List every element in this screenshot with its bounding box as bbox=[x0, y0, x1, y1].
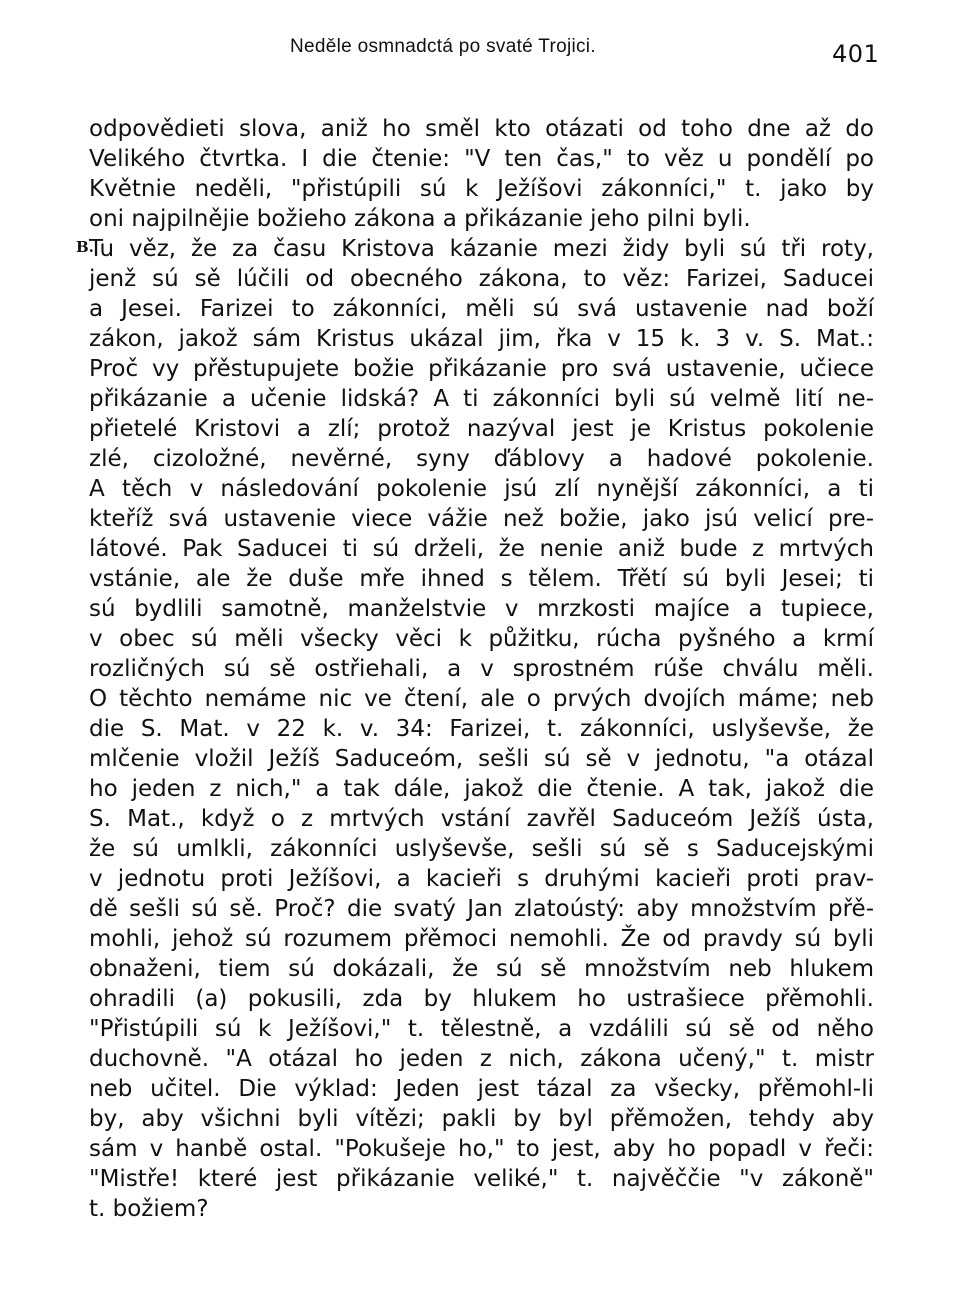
text-line: v jednotu proti Ježíšovi, a kacieři s druhými kacieři proti prav- bbox=[89, 866, 874, 892]
text-line: odpovědieti slova, aniž ho směl kto otázati od toho dne až do bbox=[89, 116, 874, 142]
text-line: t. božiem? bbox=[89, 1196, 209, 1222]
page-number: 401 bbox=[832, 40, 880, 68]
text-line: látové. Pak Saducei ti sú drželi, že nenie aniž bude z mrtvých bbox=[89, 536, 874, 562]
text-line: přikázanie a učenie lidská? A ti zákonníci byli sú velmě lití ne- bbox=[89, 386, 874, 412]
text-line: by, aby všichni byli vítězi; pakli by byl přěmožen, tehdy aby bbox=[89, 1106, 874, 1132]
text-line: jenž sú sě lúčili od obecného zákona, to věz: Farizei, Saducei bbox=[89, 266, 874, 292]
text-line: rozličných sú sě ostřiehali, a v sprostném rúše chválu měli. bbox=[89, 656, 874, 682]
text-line: Velikého čtvrtka. I die čtenie: "V ten čas," to věz u pondělí po bbox=[89, 146, 874, 172]
text-line: mlčenie vložil Ježíš Saduceóm, sešli sú sě v jednotu, "a otázal bbox=[89, 746, 874, 772]
text-line: ho jeden z nich," a tak dále, jakož die čtenie. A tak, jakož die bbox=[89, 776, 874, 802]
text-line: Tu věz, že za času Kristova kázanie mezi židy byli sú tři roty, bbox=[89, 236, 874, 262]
text-line: a Jesei. Farizei to zákonníci, měli sú svá ustavenie nad boží bbox=[89, 296, 874, 322]
text-line: že sú umlkli, zákonníci uslyševše, sešli sú sě s Saducejskými bbox=[89, 836, 874, 862]
body-text bbox=[89, 114, 874, 1224]
text-line: Květnie neděli, "přistúpili sú k Ježíšovi zákonníci," t. jako by bbox=[89, 176, 874, 202]
text-line: "Mistře! které jest přikázanie veliké," t. najvěččie "v zákoně" bbox=[89, 1166, 874, 1192]
text-line: sám v hanbě ostal. "Pokušeje ho," to jest, aby ho popadl v řeči: bbox=[89, 1136, 874, 1162]
text-line: "Přistúpili sú k Ježíšovi," t. tělestně, a vzdálili sú sě od něho bbox=[89, 1016, 874, 1042]
text-line: zákon, jakož sám Kristus ukázal jim, řka v 15 k. 3 v. S. Mat.: bbox=[89, 326, 874, 352]
text-line: S. Mat., když o z mrtvých vstání zavřěl Saduceóm Ježíš ústa, bbox=[89, 806, 874, 832]
text-line: A těch v následování pokolenie jsú zlí nynější zákonníci, a ti bbox=[89, 476, 874, 502]
text-line: O těchto nemáme nic ve čtení, ale o prvých dvojích máme; neb bbox=[89, 686, 874, 712]
running-header: Neděle osmnadctá po svaté Trojici. bbox=[290, 36, 596, 57]
text-line: dě sešli sú sě. Proč? die svatý Jan zlatoústý: aby množstvím přě- bbox=[89, 896, 874, 922]
margin-section-mark: B. bbox=[76, 238, 94, 256]
text-line: zlé, cizoložné, nevěrné, syny ďáblovy a hadové pokolenie. bbox=[89, 446, 874, 472]
text-line: ohradili (a) pokusili, zda by hlukem ho ustrašiece přěmohli. bbox=[89, 986, 874, 1012]
text-line: přietelé Kristovi a zlí; protož nazýval jest je Kristus pokolenie bbox=[89, 416, 874, 442]
text-line: vstánie, ale že duše mře ihned s tělem. Třětí sú byli Jesei; ti bbox=[89, 566, 874, 592]
text-line: neb učitel. Die výklad: Jeden jest tázal za všecky, přěmohl-li bbox=[89, 1076, 874, 1102]
text-line: oni najpilnějie božieho zákona a přikázanie jeho pilni byli. bbox=[89, 206, 751, 232]
text-line: obnaženi, tiem sú dokázali, že sú sě množstvím neb hlukem bbox=[89, 956, 874, 982]
text-line: sú bydlili samotně, manželstvie v mrzkosti majíce a tupiece, bbox=[89, 596, 874, 622]
text-line: kteříž svá ustavenie viece vážie než božie, jako jsú velicí pre- bbox=[89, 506, 874, 532]
text-line: duchovně. "A otázal ho jeden z nich, zákona učený," t. mistr bbox=[89, 1046, 874, 1072]
text-line: v obec sú měli všecky věci k půžitku, rúcha pyšného a krmí bbox=[89, 626, 874, 652]
text-line: mohli, jehož sú rozumem přěmoci nemohli. Že od pravdy sú byli bbox=[89, 926, 874, 952]
text-line: Proč vy přěstupujete božie přikázanie pro svá ustavenie, učiece bbox=[89, 356, 874, 382]
text-line: die S. Mat. v 22 k. v. 34: Farizei, t. zákonníci, uslyševše, že bbox=[89, 716, 874, 742]
